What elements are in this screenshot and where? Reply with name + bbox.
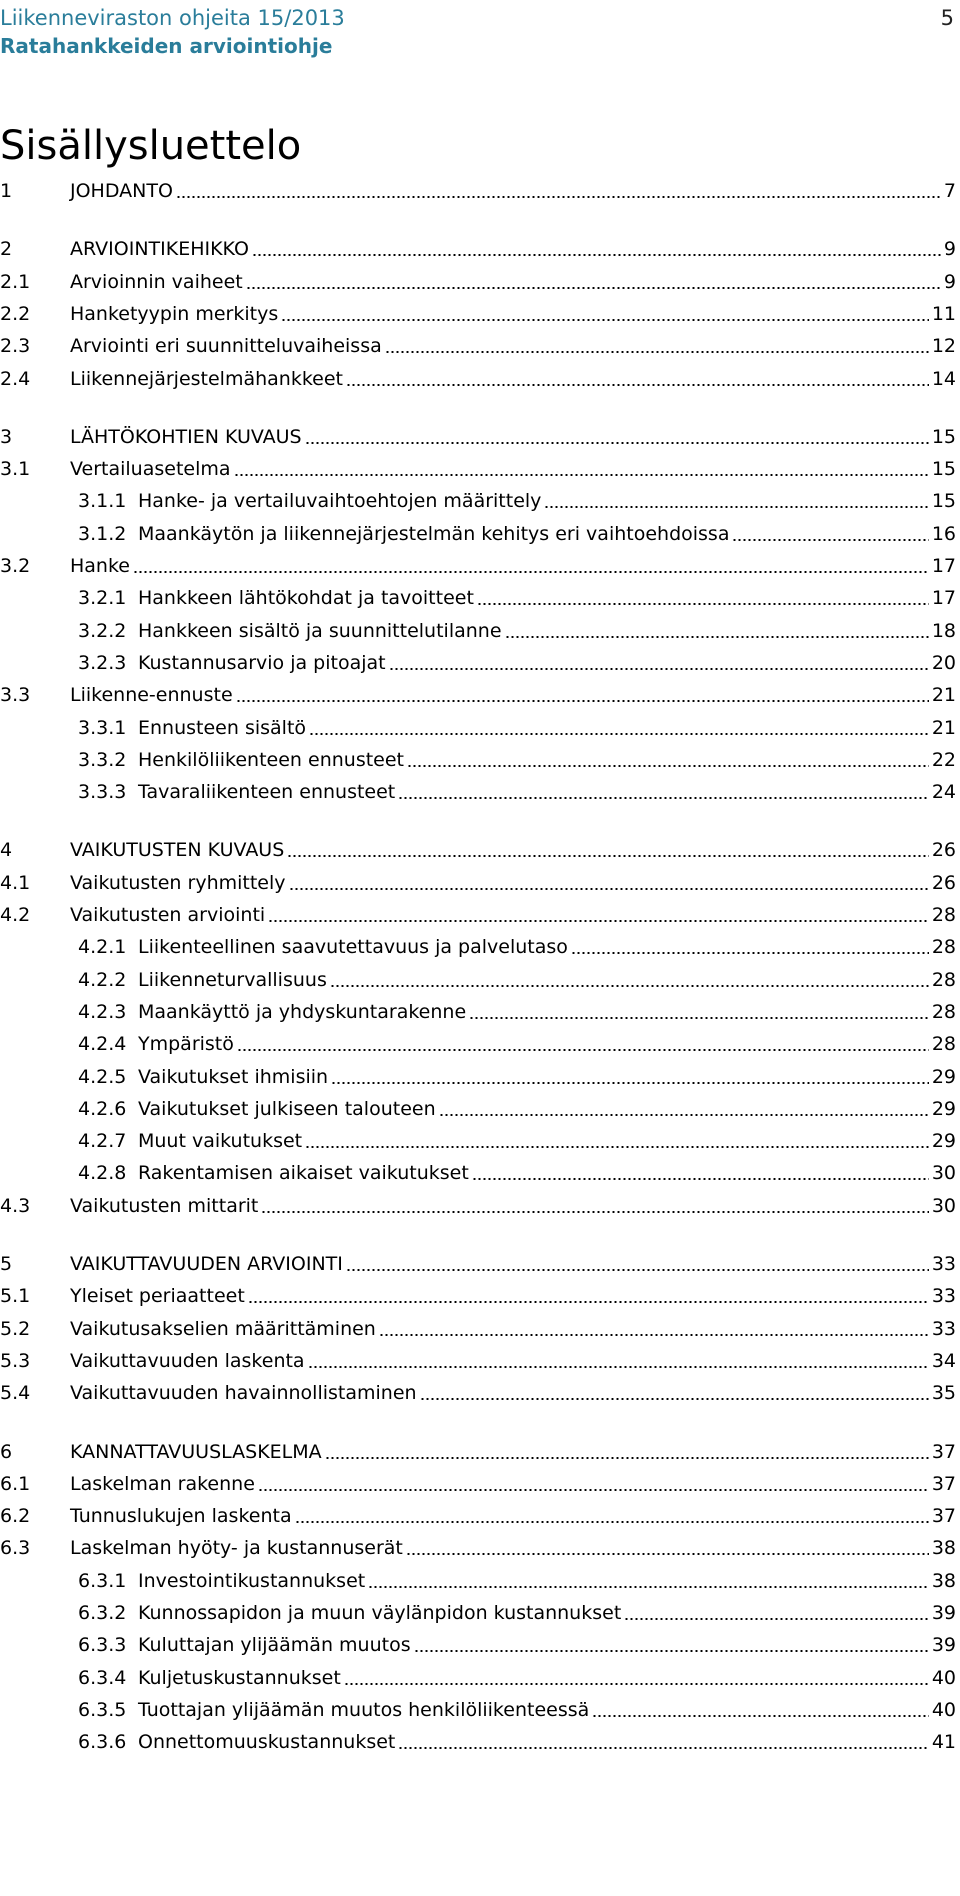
toc-dot-leader bbox=[407, 765, 929, 767]
document-title: Ratahankkeiden arviointiohje bbox=[0, 34, 333, 58]
toc-entry[interactable] bbox=[0, 1029, 956, 1059]
toc-entry-number: 4.2.7 bbox=[78, 1130, 127, 1153]
toc-entry-label: Arvioinnin vaiheet bbox=[70, 270, 243, 293]
toc-entry-page: 38 bbox=[931, 1569, 956, 1592]
toc-dot-leader bbox=[398, 1747, 928, 1749]
toc-entry[interactable] bbox=[0, 1314, 956, 1344]
toc-entry[interactable] bbox=[0, 713, 956, 743]
toc-entry-number: 4.2.6 bbox=[78, 1097, 127, 1120]
toc-entry[interactable] bbox=[0, 868, 956, 898]
toc-entry-number: 5.2 bbox=[0, 1317, 31, 1340]
toc-entry[interactable] bbox=[0, 648, 956, 678]
toc-dot-leader bbox=[234, 474, 929, 476]
toc-dot-leader bbox=[346, 384, 929, 386]
toc-entry-number: 6.3.5 bbox=[78, 1698, 127, 1721]
toc-entry[interactable] bbox=[0, 1469, 956, 1499]
toc-entry[interactable] bbox=[0, 551, 956, 581]
toc-entry-label: Vaikutusten arviointi bbox=[70, 904, 266, 926]
toc-entry-page: 11 bbox=[931, 302, 956, 325]
toc-entry-page: 22 bbox=[931, 748, 956, 771]
toc-entry-label: Yleiset periaatteet bbox=[70, 1285, 245, 1308]
toc-entry-number: 6 bbox=[0, 1440, 13, 1463]
toc-entry[interactable] bbox=[0, 1094, 956, 1124]
toc-entry-page: 37 bbox=[931, 1440, 956, 1463]
toc-dot-leader bbox=[385, 351, 929, 353]
toc-entry-page: 21 bbox=[931, 684, 956, 707]
toc-dot-leader bbox=[133, 571, 929, 573]
toc-dot-leader bbox=[295, 1521, 929, 1523]
toc-dot-leader bbox=[624, 1618, 929, 1620]
toc-entry-number: 4.2.4 bbox=[78, 1033, 127, 1056]
toc-entry-number: 3 bbox=[0, 425, 13, 448]
toc-entry-number: 4 bbox=[0, 839, 13, 862]
toc-entry[interactable] bbox=[0, 454, 956, 484]
toc-entry[interactable] bbox=[0, 331, 956, 361]
toc-dot-leader bbox=[379, 1334, 929, 1336]
toc-entry-label: Tavaraliikenteen ennusteet bbox=[138, 781, 396, 804]
toc-entry-page: 17 bbox=[931, 587, 956, 610]
toc-entry[interactable] bbox=[0, 267, 956, 297]
toc-entry-page: 15 bbox=[931, 425, 956, 448]
toc-entry-page: 28 bbox=[931, 1000, 956, 1023]
toc-entry-number: 4.1 bbox=[0, 871, 31, 894]
toc-entry[interactable] bbox=[0, 1437, 956, 1467]
toc-entry[interactable] bbox=[0, 583, 956, 613]
toc-entry-number: 3.2 bbox=[0, 555, 31, 577]
toc-entry-page: 40 bbox=[931, 1698, 956, 1721]
toc-entry-label: Investointikustannukset bbox=[138, 1569, 366, 1592]
toc-dot-leader bbox=[246, 287, 941, 289]
toc-entry-label: Kuluttajan ylijäämän muutos bbox=[138, 1634, 411, 1657]
toc-entry-number: 3.3.2 bbox=[78, 748, 127, 771]
toc-entry-label: KANNATTAVUUSLASKELMA bbox=[70, 1440, 322, 1463]
toc-dot-leader bbox=[544, 506, 928, 508]
toc-entry-number: 5 bbox=[0, 1253, 13, 1275]
toc-entry-label: ARVIOINTIKEHIKKO bbox=[70, 238, 249, 261]
toc-entry-page: 7 bbox=[943, 180, 956, 202]
toc-entry[interactable] bbox=[0, 1249, 956, 1279]
toc-entry-number: 3.3.1 bbox=[78, 716, 127, 739]
toc-entry-page: 30 bbox=[931, 1162, 956, 1185]
toc-entry-number: 6.3.3 bbox=[78, 1634, 127, 1657]
toc-entry[interactable] bbox=[0, 680, 956, 710]
toc-entry[interactable] bbox=[0, 777, 956, 807]
toc-dot-leader bbox=[389, 668, 929, 670]
toc-entry-page: 29 bbox=[931, 1097, 956, 1120]
toc-entry-page: 34 bbox=[931, 1349, 956, 1372]
toc-entry-label: Hankkeen sisältö ja suunnittelutilanne bbox=[138, 619, 502, 642]
toc-entry-page: 28 bbox=[931, 904, 956, 926]
toc-entry-number: 4.2.3 bbox=[78, 1000, 127, 1023]
toc-entry-page: 15 bbox=[931, 458, 956, 481]
toc-entry-number: 6.3 bbox=[0, 1537, 31, 1560]
toc-entry-label: JOHDANTO bbox=[70, 180, 173, 202]
toc-entry-number: 6.1 bbox=[0, 1472, 31, 1495]
toc-entry-number: 1 bbox=[0, 180, 13, 202]
toc-entry-label: Liikenneturvallisuus bbox=[138, 968, 327, 991]
toc-entry[interactable] bbox=[0, 997, 956, 1027]
toc-entry-number: 4.2 bbox=[0, 904, 31, 926]
toc-entry[interactable] bbox=[0, 1191, 956, 1221]
toc-entry-page: 26 bbox=[931, 871, 956, 894]
toc-entry[interactable] bbox=[0, 519, 956, 549]
toc-dot-leader bbox=[268, 920, 929, 922]
toc-entry-number: 2.3 bbox=[0, 335, 31, 358]
toc-dot-leader bbox=[330, 985, 929, 987]
toc-entry-label: Vaikutusten ryhmittely bbox=[70, 871, 286, 894]
toc-entry-number: 4.2.8 bbox=[78, 1162, 127, 1185]
toc-entry[interactable] bbox=[0, 1630, 956, 1660]
toc-entry-number: 4.2.5 bbox=[78, 1065, 127, 1088]
toc-entry-page: 33 bbox=[931, 1317, 956, 1340]
toc-entry-number: 6.3.6 bbox=[78, 1731, 127, 1754]
toc-entry-label: Vaikutukset julkiseen talouteen bbox=[138, 1097, 436, 1120]
toc-entry[interactable] bbox=[0, 1062, 956, 1092]
toc-entry-number: 6.2 bbox=[0, 1505, 31, 1528]
toc-dot-leader bbox=[281, 319, 929, 321]
toc-entry-label: Maankäytön ja liikennejärjestelmän kehitys eri vaihtoehdoissa bbox=[138, 522, 730, 545]
toc-entry-number: 3.1.2 bbox=[78, 522, 127, 545]
toc-entry-label: Rakentamisen aikaiset vaikutukset bbox=[138, 1162, 469, 1185]
toc-entry[interactable] bbox=[0, 1158, 956, 1188]
toc-entry-page: 9 bbox=[943, 238, 956, 261]
toc-entry-label: Vaikutusten mittarit bbox=[70, 1194, 259, 1217]
toc-dot-leader bbox=[368, 1586, 929, 1588]
toc-entry-number: 6.3.2 bbox=[78, 1602, 127, 1624]
toc-entry[interactable] bbox=[0, 616, 956, 646]
toc-dot-leader bbox=[252, 254, 941, 256]
toc-entry-page: 28 bbox=[931, 968, 956, 991]
toc-entry[interactable] bbox=[0, 234, 956, 264]
toc-entry-page: 14 bbox=[931, 367, 956, 390]
toc-entry[interactable] bbox=[0, 835, 956, 865]
toc-dot-leader bbox=[439, 1114, 929, 1116]
toc-entry[interactable] bbox=[0, 299, 956, 329]
toc-dot-leader bbox=[571, 952, 929, 954]
toc-entry[interactable] bbox=[0, 932, 956, 962]
toc-entry[interactable] bbox=[0, 1663, 956, 1693]
toc-entry-number: 3.1.1 bbox=[78, 490, 127, 513]
toc-entry[interactable] bbox=[0, 1533, 956, 1563]
toc-entry[interactable] bbox=[0, 1727, 956, 1757]
toc-dot-leader bbox=[406, 1553, 929, 1555]
toc-entry-page: 16 bbox=[931, 522, 956, 545]
toc-entry-page: 15 bbox=[931, 490, 956, 513]
toc-dot-leader bbox=[305, 442, 929, 444]
toc-entry-label: Liikenteellinen saavutettavuus ja palvelutaso bbox=[138, 936, 568, 959]
toc-entry-label: Ennusteen sisältö bbox=[138, 716, 307, 739]
document-series: Liikenneviraston ohjeita 15/2013 bbox=[0, 6, 345, 30]
toc-entry-label: Arviointi eri suunnitteluvaiheissa bbox=[70, 335, 382, 358]
toc-entry-number: 4.3 bbox=[0, 1194, 31, 1217]
toc-heading: Sisällysluettelo bbox=[0, 122, 302, 169]
toc-entry-label: Liikennejärjestelmähankkeet bbox=[70, 367, 343, 390]
toc-entry-label: Tunnuslukujen laskenta bbox=[70, 1505, 292, 1528]
toc-entry-label: Hanke bbox=[70, 555, 130, 577]
toc-entry-label: Kustannusarvio ja pitoajat bbox=[138, 651, 386, 674]
toc-dot-leader bbox=[248, 1301, 929, 1303]
toc-entry-page: 35 bbox=[931, 1382, 956, 1405]
toc-entry-label: VAIKUTUSTEN KUVAUS bbox=[70, 839, 285, 862]
toc-entry-label: Laskelman hyöty- ja kustannuserät bbox=[70, 1537, 403, 1560]
toc-dot-leader bbox=[237, 1049, 929, 1051]
toc-entry-number: 3.2.3 bbox=[78, 651, 127, 674]
toc-entry[interactable] bbox=[0, 1695, 956, 1725]
toc-entry-number: 2.1 bbox=[0, 270, 31, 293]
toc-entry[interactable] bbox=[0, 1346, 956, 1376]
toc-dot-leader bbox=[414, 1650, 929, 1652]
toc-dot-leader bbox=[477, 603, 929, 605]
toc-entry[interactable] bbox=[0, 1501, 956, 1531]
toc-entry-page: 39 bbox=[931, 1602, 956, 1624]
toc-dot-leader bbox=[261, 1211, 928, 1213]
toc-entry[interactable] bbox=[0, 486, 956, 516]
toc-dot-leader bbox=[469, 1017, 929, 1019]
toc-entry-page: 29 bbox=[931, 1065, 956, 1088]
toc-entry-label: Henkilöliikenteen ennusteet bbox=[138, 748, 404, 771]
toc-dot-leader bbox=[331, 1082, 929, 1084]
toc-entry[interactable] bbox=[0, 1598, 956, 1628]
toc-dot-leader bbox=[309, 733, 929, 735]
toc-entry-page: 37 bbox=[931, 1472, 956, 1495]
toc-entry-number: 6.3.4 bbox=[78, 1666, 127, 1689]
toc-entry-label: Liikenne-ennuste bbox=[70, 684, 233, 707]
toc-entry-label: Vaikuttavuuden havainnollistaminen bbox=[70, 1382, 417, 1405]
toc-entry-label: LÄHTÖKOHTIEN KUVAUS bbox=[70, 425, 302, 448]
toc-entry-label: Vertailuasetelma bbox=[70, 458, 231, 481]
toc-entry-number: 2 bbox=[0, 238, 13, 261]
toc-entry-number: 5.3 bbox=[0, 1349, 31, 1372]
toc-entry-page: 12 bbox=[931, 335, 956, 358]
toc-entry-page: 20 bbox=[931, 651, 956, 674]
toc-entry-number: 6.3.1 bbox=[78, 1569, 127, 1592]
toc-entry-page: 18 bbox=[931, 619, 956, 642]
toc-dot-leader bbox=[258, 1489, 929, 1491]
toc-entry-page: 37 bbox=[931, 1505, 956, 1528]
toc-entry-number: 5.4 bbox=[0, 1382, 31, 1405]
toc-entry-label: Hankkeen lähtökohdat ja tavoitteet bbox=[138, 587, 474, 610]
toc-dot-leader bbox=[420, 1398, 929, 1400]
toc-entry-page: 39 bbox=[931, 1634, 956, 1657]
toc-dot-leader bbox=[308, 1366, 929, 1368]
toc-entry-page: 28 bbox=[931, 1033, 956, 1056]
toc-dot-leader bbox=[398, 797, 929, 799]
toc-entry-label: Ympäristö bbox=[138, 1033, 234, 1056]
toc-entry-page: 26 bbox=[931, 839, 956, 862]
toc-entry[interactable] bbox=[0, 745, 956, 775]
toc-dot-leader bbox=[176, 196, 941, 198]
toc-dot-leader bbox=[346, 1269, 929, 1271]
toc-entry[interactable] bbox=[0, 1566, 956, 1596]
toc-entry[interactable] bbox=[0, 1126, 956, 1156]
toc-entry[interactable] bbox=[0, 1281, 956, 1311]
toc-entry-page: 28 bbox=[931, 936, 956, 959]
toc-entry-label: Muut vaikutukset bbox=[138, 1130, 303, 1153]
toc-dot-leader bbox=[592, 1715, 929, 1717]
toc-entry-label: Tuottajan ylijäämän muutos henkilöliikenteessä bbox=[138, 1698, 590, 1721]
toc-entry[interactable] bbox=[0, 900, 956, 930]
toc-dot-leader bbox=[344, 1683, 929, 1685]
toc-entry-number: 4.2.1 bbox=[78, 936, 127, 959]
toc-entry-label: Kunnossapidon ja muun väylänpidon kustannukset bbox=[138, 1602, 622, 1624]
toc-entry-label: Onnettomuuskustannukset bbox=[138, 1731, 396, 1754]
toc-entry-page: 33 bbox=[931, 1285, 956, 1308]
toc-entry-number: 5.1 bbox=[0, 1285, 31, 1308]
toc-entry-label: Maankäyttö ja yhdyskuntarakenne bbox=[138, 1000, 467, 1023]
toc-entry-number: 2.4 bbox=[0, 367, 31, 390]
toc-entry-page: 38 bbox=[931, 1537, 956, 1560]
toc-entry[interactable] bbox=[0, 1378, 956, 1408]
toc-entry-page: 17 bbox=[931, 555, 956, 577]
toc-entry-label: Kuljetuskustannukset bbox=[138, 1666, 341, 1689]
toc-entry-page: 30 bbox=[931, 1194, 956, 1217]
toc-dot-leader bbox=[236, 700, 929, 702]
toc-entry-page: 21 bbox=[931, 716, 956, 739]
toc-dot-leader bbox=[472, 1178, 929, 1180]
page-number: 5 bbox=[940, 6, 954, 30]
toc-entry-label: Vaikutukset ihmisiin bbox=[138, 1065, 329, 1088]
toc-entry-page: 9 bbox=[943, 270, 956, 293]
toc-entry[interactable] bbox=[0, 364, 956, 394]
toc-dot-leader bbox=[325, 1457, 929, 1459]
toc-entry-label: Hanke- ja vertailuvaihtoehtojen määrittely bbox=[138, 490, 542, 513]
toc-entry-label: VAIKUTTAVUUDEN ARVIOINTI bbox=[70, 1253, 343, 1275]
toc-entry[interactable] bbox=[0, 422, 956, 452]
toc-entry-label: Vaikuttavuuden laskenta bbox=[70, 1349, 305, 1372]
toc-entry-label: Vaikutusakselien määrittäminen bbox=[70, 1317, 376, 1340]
toc-entry-number: 3.3.3 bbox=[78, 781, 127, 804]
toc-entry-label: Hanketyypin merkitys bbox=[70, 302, 279, 325]
toc-entry-page: 24 bbox=[931, 781, 956, 804]
toc-dot-leader bbox=[287, 855, 929, 857]
toc-entry-number: 3.3 bbox=[0, 684, 31, 707]
toc-entry-page: 41 bbox=[931, 1731, 956, 1754]
toc-entry[interactable] bbox=[0, 176, 956, 206]
toc-entry-number: 3.2.2 bbox=[78, 619, 127, 642]
toc-entry-number: 3.2.1 bbox=[78, 587, 127, 610]
toc-entry-label: Laskelman rakenne bbox=[70, 1472, 255, 1495]
toc-dot-leader bbox=[732, 539, 928, 541]
toc-entry[interactable] bbox=[0, 965, 956, 995]
toc-entry-page: 40 bbox=[931, 1666, 956, 1689]
toc-dot-leader bbox=[505, 636, 929, 638]
toc-entry-number: 2.2 bbox=[0, 302, 31, 325]
toc-dot-leader bbox=[289, 888, 929, 890]
toc-dot-leader bbox=[305, 1146, 929, 1148]
toc-entry-page: 29 bbox=[931, 1130, 956, 1153]
toc-entry-page: 33 bbox=[931, 1253, 956, 1275]
toc-entry-number: 3.1 bbox=[0, 458, 31, 481]
toc-entry-number: 4.2.2 bbox=[78, 968, 127, 991]
